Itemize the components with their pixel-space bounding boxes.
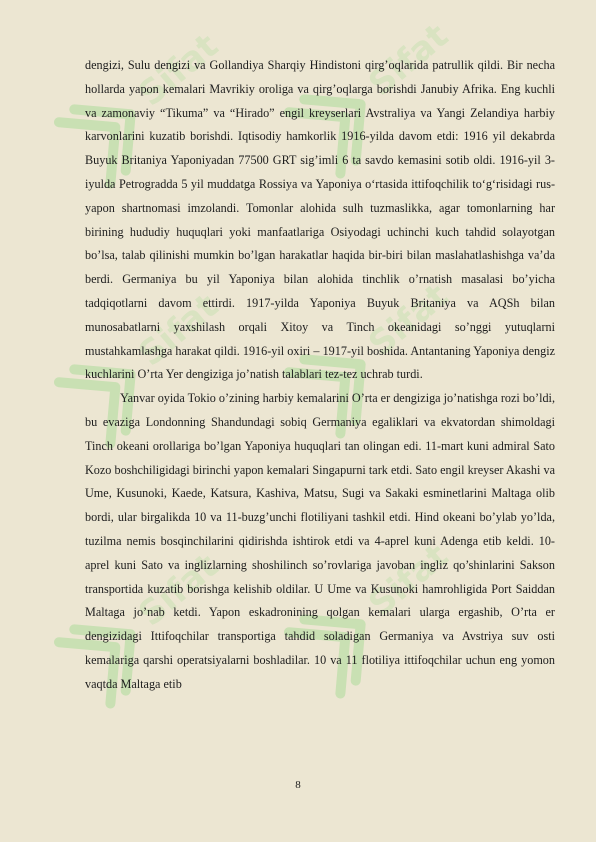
svg-text:Sifat: Sifat [361, 275, 456, 365]
body-text [85, 54, 555, 697]
paragraph-2: Yanvar oyida Tokio o’zining harbiy kemalarini O’rta er dengiziga jo’natishga rozi bo’ldi, bu evaziga Londonning Shandundagi sobiq Germaniya egaliklari va ekvatordan shimoldagi Tinch okeani orollariga bo’lgan Yaponiya huquqlari tan olingan edi. 11-mart kuni admiral Sato Kozo boshchiligidagi birinchi yapon kemalari Singapurni tark etdi. Sato engil kreyser Akashi va Ume, Kusunoki, Kaede, Katsura, Kashiva, Matsu, Sugi va Sakaki esminetlarini Maltaga olib bordi, ular birgalikda 10 va 11-buzg’unchi flotiliyani tashkil etdi. Hind okeani bo’ylab yo’lda, tuzilma nemis bosqinchilarini qidirishda ishtirok etdi va 4-aprel kuni Adenga etib keldi. 10-aprel kuni Sato va inglizlarning shoshilinch so’rovlariga javoban ingliz qo’shinlarini Sakson transportida kuzatib borishga kelishib oldilar. U Ume va Kusunoki hamrohligida Port Saiddan Maltaga jo’nab ketdi. Yapon eskadronining qolgan kemalari ularga ergashib, O’rta er dengizidagi Ittifoqchilar transportiga tahdid soladigan Germaniya va Avstriya suv osti kemalariga qarshi operatsiyalarni boshladilar. 10 va 11 flotiliya ittifoqchilar uchun eng yomon vaqtda Maltaga etib [85, 391, 555, 691]
svg-text:Sifat: Sifat [131, 285, 226, 375]
page-number: 8 [295, 779, 301, 791]
svg-text:Sifat: Sifat [361, 535, 456, 625]
svg-text:Sifat: Sifat [361, 15, 456, 105]
svg-text:Sifat: Sifat [131, 545, 226, 635]
paragraph-1: dengizi, Sulu dengizi va Gollandiya Sharqiy Hindistoni qirg’oqlarida patrullik qildi. Bir necha hollarda yapon kemalari Mavrikiy oroliga va qirg’oqlarga borishdi Janubiy Afrika. Eng kuchli va zamonaviy “Tikuma” va “Hirado” engil kreyserlari Avstraliya va Yangi Zelandiya harbiy karvonlarini kuzatib borishdi. Iqtisodiy hamkorlik 1916-yilda davom etdi: 1916 yil dekabrda Buyuk Britaniya Yaponiyadan 77500 GRT sig’imli 6 ta savdo kemasini sotib oldi. 1916-yil 3-iyulda Petrogradda 5 yil muddatga Rossiya va Yaponiya o‘rtasida ittifoqchilik to‘g‘risidagi rus-yapon shartnomasi imzolandi. Tomonlar alohida sulh tuzmaslikka, agar tomonlarning har birining hududiy huquqlari yoki manfaatlariga Osiyodagi uchinchi kuch tahdid solayotgan bo’lsa, talab qilinishi mumkin bo’lgan harakatlar haqida bir-biri bilan maslahatlashishga va’da berdi. Germaniya bu yil Yaponiya bilan alohida tinchlik o’rnatish masalasi bo’yicha tadqiqotlarni davom ettirdi. 1917-yilda Yaponiya Buyuk Britaniya va AQSh bilan munosabatlarni yaxshilash orqali Xitoy va Tinch okeanidagi so’nggi yutuqlarni mustahkamlashga harakat qildi. 1916-yil oxiri – 1917-yil boshida. Antantaning Yaponiya dengiz kuchlarini O’rta Yer dengiziga jo’natish talablari tez-tez uchrab turdi. [85, 58, 555, 382]
svg-text:Sifat: Sifat [131, 25, 226, 115]
